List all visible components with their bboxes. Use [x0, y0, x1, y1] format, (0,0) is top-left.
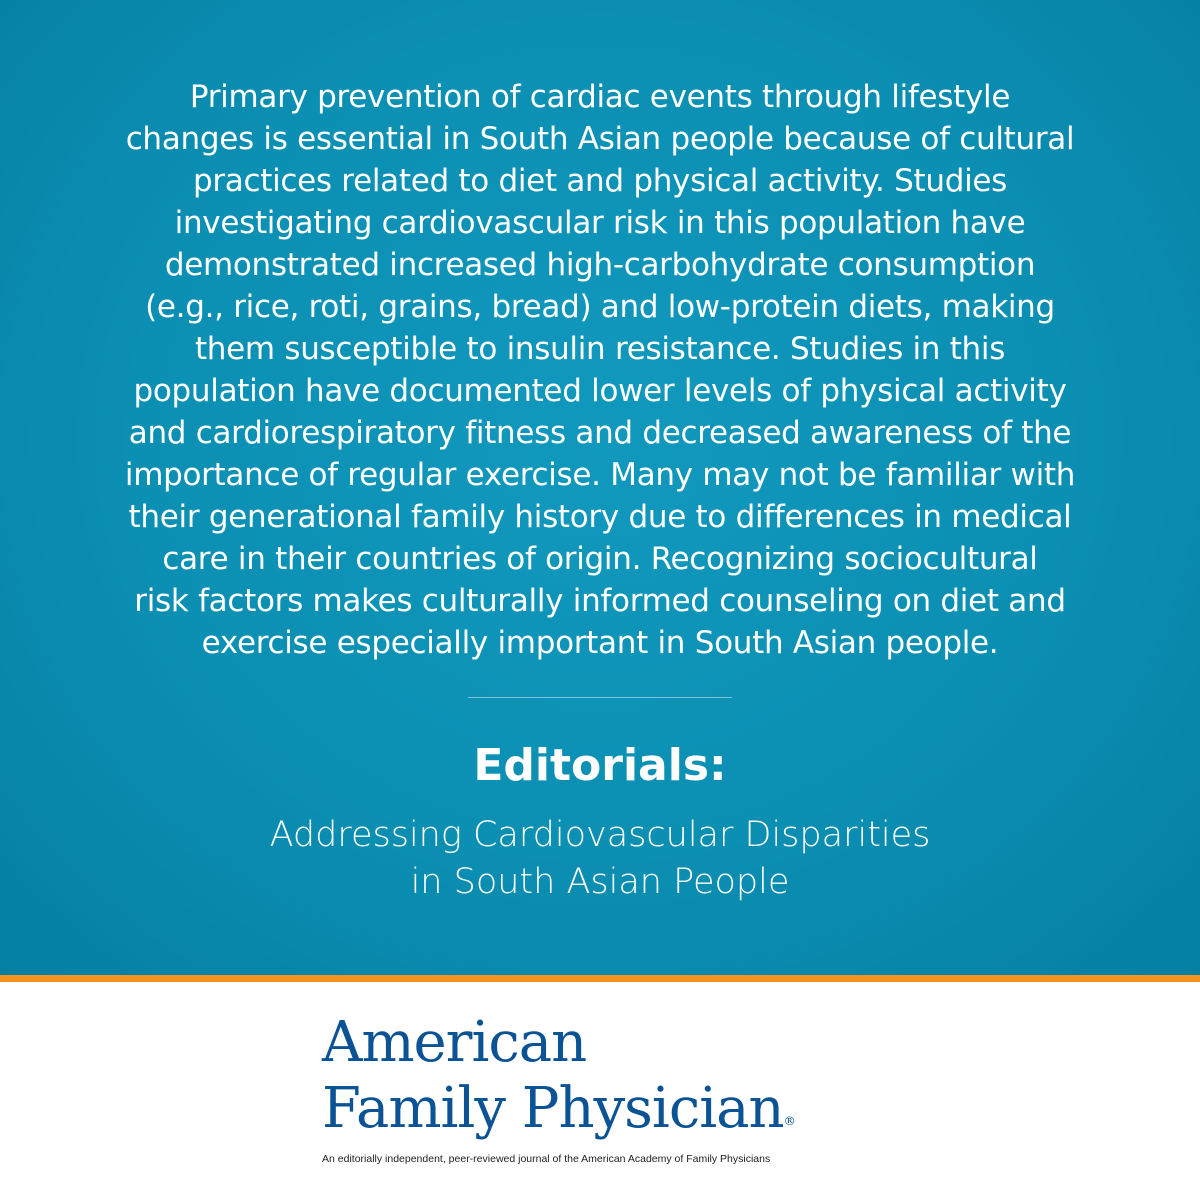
- logo-text: Family Physician: [322, 1076, 784, 1141]
- quote-line: Primary prevention of cardiac events through lifestyle: [189, 79, 1011, 115]
- editorials-label: Editorials:: [473, 740, 727, 791]
- editorial-title: [0, 812, 1200, 906]
- editorial-title-line: Addressing Cardiovascular Disparities: [269, 815, 931, 855]
- divider: [468, 697, 732, 698]
- quote-line: (e.g., rice, roti, grains, bread) and low-protein diets, making: [145, 289, 1055, 325]
- quote-line: demonstrated increased high-carbohydrate consumption: [164, 247, 1036, 283]
- quote-text: [40, 76, 1160, 664]
- editorial-title-line: in South Asian People: [410, 862, 790, 902]
- logo-line-1: American: [322, 1010, 587, 1075]
- quote-line: importance of regular exercise. Many may not be familiar with: [124, 457, 1076, 493]
- quote-line: risk factors makes culturally informed counseling on diet and: [134, 583, 1066, 619]
- journal-logo: [322, 1010, 795, 1142]
- quote-line: changes is essential in South Asian people because of cultural: [125, 121, 1075, 157]
- quote-line: care in their countries of origin. Recognizing sociocultural: [162, 541, 1038, 577]
- logo-line-2: [322, 1076, 795, 1142]
- quote-line: practices related to diet and physical activity. Studies: [192, 163, 1008, 199]
- quote-line: and cardiorespiratory fitness and decreased awareness of the: [128, 415, 1072, 451]
- quote-line: them susceptible to insulin resistance. Studies in this: [194, 331, 1006, 367]
- quote-line: population have documented lower levels of physical activity: [133, 373, 1067, 409]
- quote-line: investigating cardiovascular risk in this population have: [174, 205, 1026, 241]
- registered-mark: ®: [783, 1114, 795, 1128]
- accent-bar: [0, 975, 1200, 982]
- tagline: An editorially independent, peer-reviewed journal of the American Academy of Family Physicians: [322, 1153, 771, 1165]
- quote-line: exercise especially important in South Asian people.: [201, 625, 999, 661]
- quote-line: their generational family history due to differences in medical: [128, 499, 1072, 535]
